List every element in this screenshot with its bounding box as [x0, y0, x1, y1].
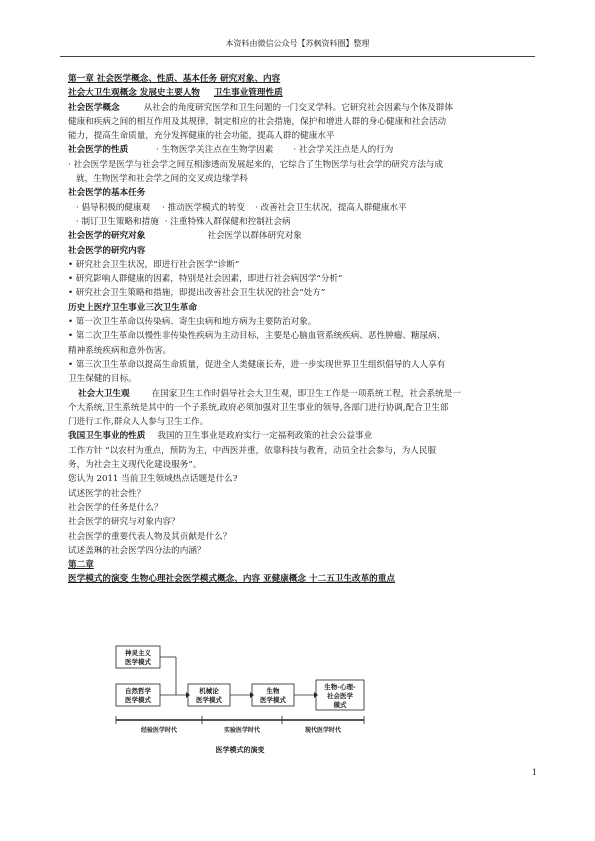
content-item-1: • 研究社会卫生状况，即进行社会医学“诊断” [68, 259, 240, 270]
document-body [68, 72, 535, 587]
box-bps-line-2: 社会医学 [327, 692, 353, 700]
box-jixie-line-2: 医学模式 [196, 696, 222, 704]
big-health-label: 社会大卫生观 [78, 388, 130, 399]
page-header [60, 38, 535, 57]
revolution-3-line-1: • 第三次卫生革命以提高生命质量，促进全人类健康长寿，进一步实现世界卫生组织倡导的人人享有 [68, 359, 446, 370]
box-shenling-line-2: 医学模式 [125, 658, 151, 666]
concept-label: 社会医学概念 [68, 102, 120, 113]
box-jixie-line-1: 机械论 [199, 687, 219, 695]
tasks-line-2: · 制订卫生策略和措施 · 注重特殊人群保健和控制社会病 [76, 216, 291, 227]
content-item-2: • 研究影响人群健康的因素，特别是社会因素，即进行社会病因学“分析” [68, 274, 343, 285]
question-1: 您认为 2011 当前卫生领域热点话题是什么? [68, 474, 238, 485]
cn-nature-line: 我国卫生事业的性质 我国的卫生事业是政府实行一定福利政策的社会公益事业 [68, 431, 373, 442]
tasks-label: 社会医学的基本任务 [68, 188, 146, 199]
concept-line-3: 能力，提高生命质量，充分发挥健康的社会功能，提高人群的健康水平 [68, 131, 335, 142]
era-label-2: 实验医学时代 [223, 727, 261, 734]
question-3: 社会医学的任务是什么？ [68, 502, 163, 513]
chapter1-subtitle: 社会大卫生观概念 发展史主要人物 卫生事业管理性质 [68, 88, 283, 99]
box-shengwu-line-1: 生物 [266, 687, 280, 695]
concept-line-1: 社会医学概念 从社会的角度研究医学和卫生问题的一门交叉学科。它研究社会因素与个体及群体 [68, 102, 453, 113]
diagram-svg [110, 640, 370, 760]
tasks-line-1: · 倡导积极的健康观 · 推动医学模式的转变 · 改善社会卫生状况，提高人群健康水平 [76, 202, 407, 213]
content-label: 社会医学的研究内容 [68, 245, 146, 256]
big-health-line-3: 门进行工作,群众人人参与卫生工作。 [68, 417, 209, 428]
question-6: 试述盖琳的社会医学四分法的内涵？ [68, 545, 206, 556]
cn-nature-label: 我国卫生事业的性质 [68, 431, 146, 442]
box-shenling-line-1: 神灵主义 [125, 649, 151, 657]
revolution-2-line-2: 精神系统疾病和意外伤害。 [68, 345, 172, 356]
box-ziran-line-1: 自然哲学 [125, 687, 151, 695]
box-ziran-line-2: 医学模式 [125, 696, 151, 704]
era-label-1: 经验医学时代 [140, 727, 178, 734]
object-label: 社会医学的研究对象 [68, 231, 146, 242]
chapter1-title: 第一章 社会医学概念、性质、基本任务 研究对象、内容 [68, 74, 281, 84]
box-bps-line-1: 生物-心理- [324, 683, 356, 691]
big-health-line-2: 个大系统,卫生系统是其中的一个子系统,政府必须加强对卫生事业的领导,各部门进行协调,配合卫生部 [68, 402, 449, 413]
question-2: 试述医学的社会性？ [68, 488, 146, 499]
nature-line-2: · 社会医学是医学与社会学之间互相渗透而发展起来的，它综合了生物医学与社会学的研究方法与成 [68, 159, 443, 170]
revolution-2-line-1: • 第二次卫生革命以慢性非传染性疾病为主动目标，主要是心脑血管系统疾病、恶性肿瘤、糖尿病、 [68, 331, 446, 342]
header-text: 本资料由微信公众号【苏枫资料圈】整理 [225, 39, 370, 48]
question-5: 社会医学的重要代表人物及其贡献是什么？ [68, 531, 232, 542]
content-item-3: • 研究社会卫生策略和措施，即提出改善社会卫生状况的社会“处方” [68, 288, 326, 299]
object-line: 社会医学的研究对象 社会医学以群体研究对象 [68, 231, 302, 242]
box-bps-line-3: 模式 [333, 701, 347, 709]
chapter2-subtitle: 医学模式的演变 生物心理社会医学模式概念、内容 亚健康概念 十二五卫生改革的重点 [68, 574, 395, 585]
policy-line-1: 工作方针 “以农村为重点，预防为主，中西医并重，依靠科技与教育，动员全社会参与，为人民服 [68, 445, 437, 456]
diagram-caption: 医学模式的演变 [215, 746, 265, 754]
box-shengwu-line-2: 医学模式 [260, 696, 286, 704]
revolution-3-line-2: 卫生保健的目标。 [68, 374, 137, 385]
big-health-line-1: 社会大卫生观 在国家卫生工作时倡导社会大卫生观，即卫生工作是一项系统工程，社会系统是一 [78, 388, 461, 399]
nature-label: 社会医学的性质 [68, 145, 129, 156]
concept-line-2: 健康和疾病之间的相互作用及其规律，制定相应的社会措施，保护和增进人群的身心健康和社会活动 [68, 116, 447, 127]
revolution-1: • 第一次卫生革命以传染病、寄生虫病和地方病为主要防治对象。 [68, 317, 317, 328]
page-number: 1 [531, 768, 537, 777]
era-label-3: 现代医学时代 [304, 727, 342, 734]
nature-line-3: 就，生物医学和社会学之间的交叉或边缘学科 [76, 174, 248, 185]
medical-model-diagram [110, 640, 370, 760]
chapter2-title: 第二章 [68, 560, 94, 571]
revolutions-label: 历史上医疗卫生事业三次卫生革命 [68, 302, 197, 313]
nature-line: 社会医学的性质 · 生物医学关注点在生物学因素 · 社会学关注点是人的行为 [68, 145, 394, 156]
question-4: 社会医学的研究与对象内容？ [68, 517, 180, 528]
policy-line-2: 务，为社会主义现代化建设服务”。 [68, 460, 202, 471]
